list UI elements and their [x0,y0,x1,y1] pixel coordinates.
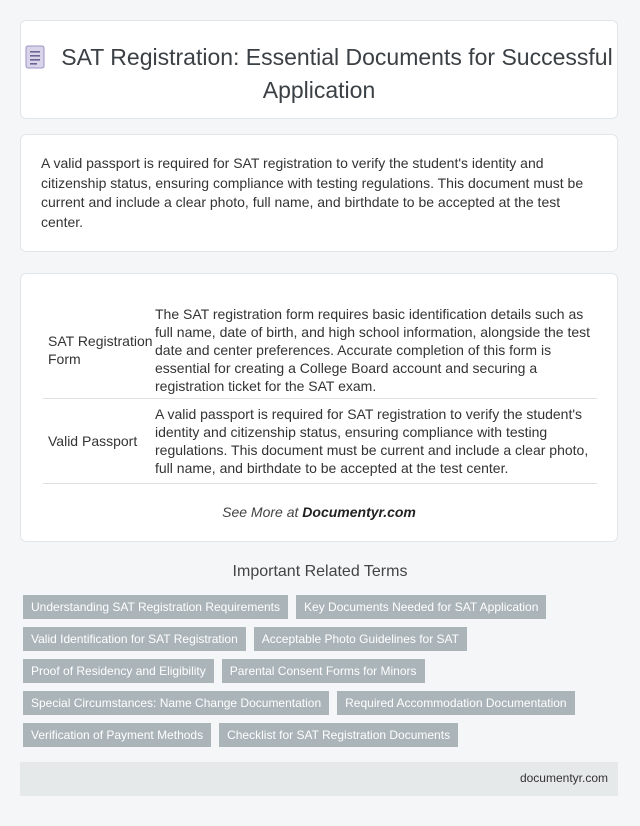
row-label: SAT Registration Form [43,303,153,399]
related-term-tag[interactable]: Special Circumstances: Name Change Documentation [23,691,329,715]
table-row [43,303,597,399]
intro-paragraph: A valid passport is required for SAT registration to verify the student's identity and citizenship status, ensuring compliance with testing regulations. This document must be current and include a clear photo, full name, and birthdate to be accepted at the test center. [41,155,584,230]
related-term-tag[interactable]: Required Accommodation Documentation [337,691,574,715]
footer-site-link[interactable]: documentyr.com [519,771,608,785]
see-more-prefix: See More at [222,504,299,520]
row-description: The SAT registration form requires basic identification details such as full name, date of birth, and high school information, alongside the test date and center preferences. Accurate completion of this form is essential for creating a College Board account and securing a registration ticket for the SAT exam. [153,303,597,399]
related-term-tag[interactable]: Acceptable Photo Guidelines for SAT [254,627,467,651]
table-row [43,399,597,484]
documents-card [20,273,618,542]
related-terms-title: Important Related Terms [232,563,408,580]
page-title: SAT Registration: Essential Documents for Successful Application [61,44,613,103]
related-term-tag[interactable]: Understanding SAT Registration Requirements [23,595,288,619]
title-card [20,20,618,119]
intro-card [20,134,618,252]
row-label: Valid Passport [43,399,153,484]
see-more-site[interactable]: Documentyr.com [302,504,416,520]
related-term-tag[interactable]: Verification of Payment Methods [23,723,211,747]
row-description: A valid passport is required for SAT registration to verify the student's identity and citizenship status, ensuring compliance with testing regulations. This document must be current and include a clear photo, full name, and birthdate to be accepted at the test center. [153,399,597,484]
related-terms-list [23,595,583,747]
documents-table [43,303,597,484]
related-term-tag[interactable]: Parental Consent Forms for Minors [222,659,425,683]
related-term-tag[interactable]: Proof of Residency and Eligibility [23,659,214,683]
related-term-tag[interactable]: Valid Identification for SAT Registration [23,627,246,651]
document-icon [25,45,45,76]
page-title-row [21,43,617,105]
related-term-tag[interactable]: Key Documents Needed for SAT Application [296,595,546,619]
related-term-tag[interactable]: Checklist for SAT Registration Documents [219,723,458,747]
see-more-link[interactable] [21,504,617,520]
footer-bar [20,762,618,796]
